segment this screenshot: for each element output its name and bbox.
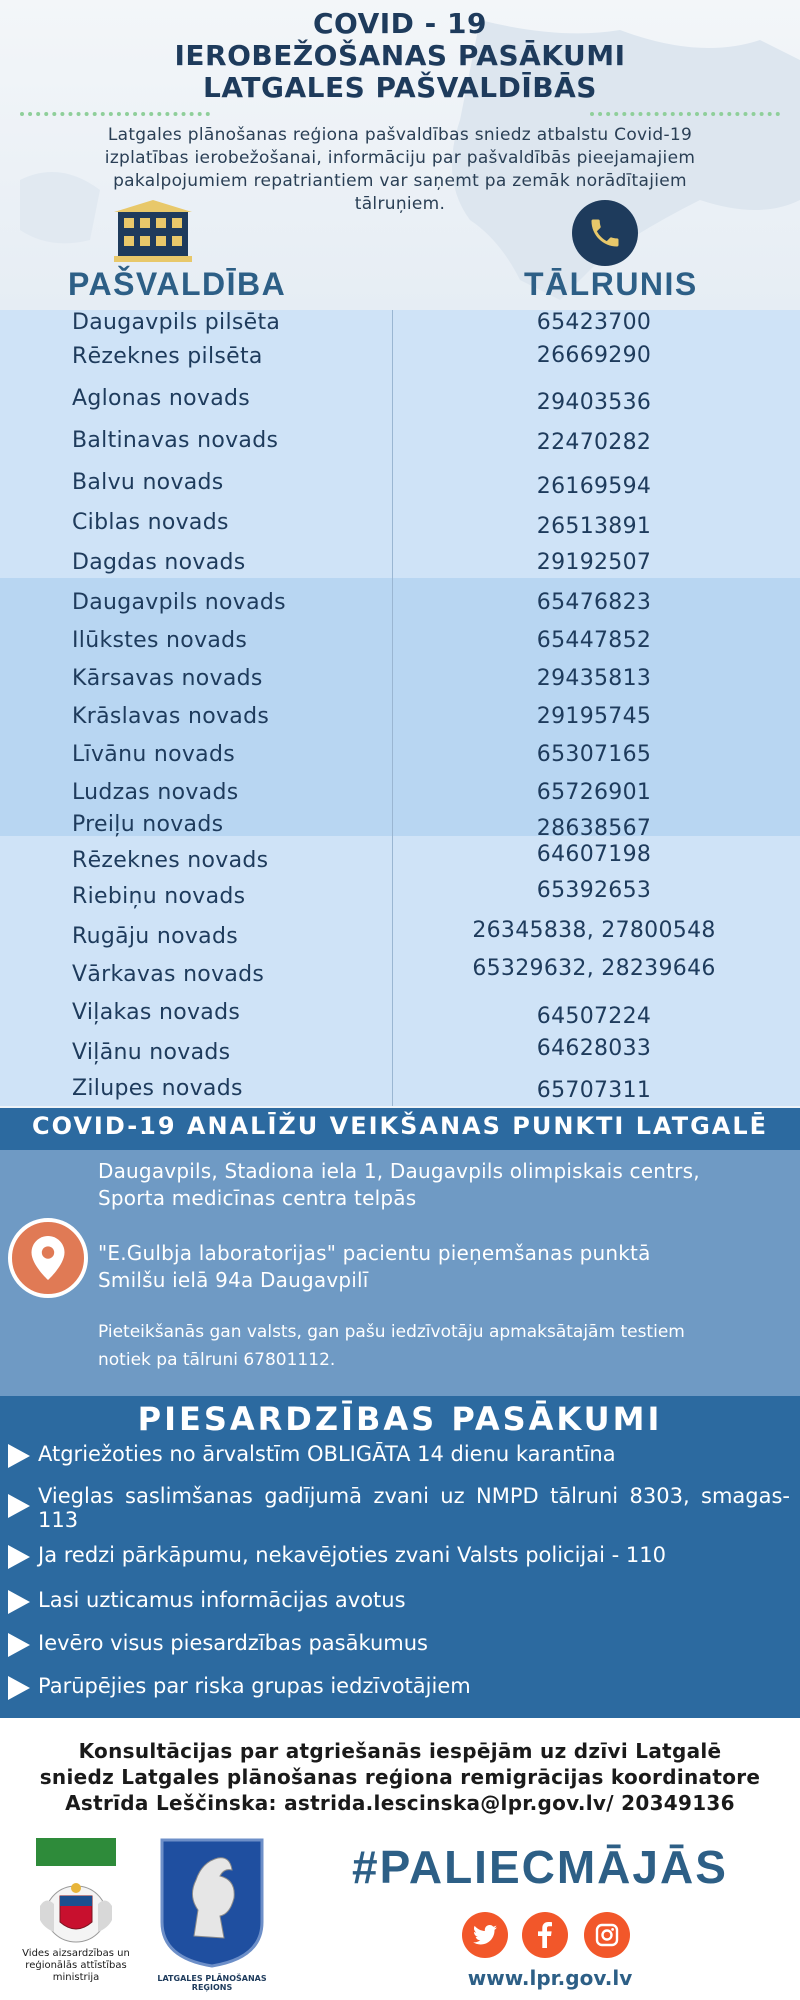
play-arrow-icon [8,1676,30,1700]
municipality-name: Dagdas novads [72,550,246,575]
precaution-text: Atgriežoties no ārvalstīm OBLIGĀTA 14 dienu karantīna [38,1442,616,1466]
page-title [0,8,800,104]
location-line: Smilšu ielā 94a Daugavpilī [98,1268,369,1292]
table-row [0,628,800,658]
latvia-coat-of-arms-logo [32,1876,120,1946]
phone-number[interactable]: 26345838, 27800548 [472,918,716,943]
twitter-icon[interactable] [462,1912,508,1958]
column-header-municipality: PAŠVALDĪBA [68,266,287,302]
table-row [0,704,800,734]
table-row [0,842,800,878]
table-row [0,1076,800,1106]
consult-line[interactable]: Astrīda Leščinska: astrida.lescinska@lpr.gov.lv/ 20349136 [65,1791,735,1815]
ministry-label [20,1948,132,1984]
testing-title: COVID-19 ANALĪŽU VEIKŠANAS PUNKTI LATGALĒ [31,1112,769,1140]
precaution-text: Ievēro visus piesardzības pasākumus [38,1631,428,1655]
municipality-name: Daugavpils pilsēta [72,310,281,335]
table-row [0,780,800,810]
precaution-text: Parūpējies par riska grupas iedzīvotājiem [38,1674,471,1698]
municipality-name: Baltinavas novads [72,428,279,453]
website-link[interactable]: www.lpr.gov.lv [467,1966,633,1990]
note-line: Pieteikšanās gan valsts, gan pašu iedzīvotāju apmaksātajām testiem [98,1322,685,1342]
table-row [0,428,800,458]
table-row [0,470,800,500]
municipality-name: Kārsavas novads [72,666,263,691]
intro-line: izplatības ierobežošanai, informāciju par pašvaldībās pieejamajiem [104,148,696,168]
phone-number[interactable]: 26669290 [536,343,652,368]
testing-location-2 [98,1240,651,1294]
phone-number[interactable]: 29195745 [536,704,652,729]
play-arrow-icon [8,1590,30,1614]
table-row [0,344,800,374]
intro-line: Latgales plānošanas reģiona pašvaldības sniedz atbalstu Covid-19 [107,125,693,145]
play-arrow-icon [8,1545,30,1569]
testing-location-1 [98,1158,700,1212]
table-row [0,1000,800,1030]
phone-number[interactable]: 65423700 [536,310,652,335]
municipality-name: Ludzas novads [72,780,239,805]
dotted-divider-left [20,112,210,116]
table-row [0,510,800,540]
phone-number[interactable]: 65307165 [536,742,652,767]
consultation-text [0,1738,800,1816]
table-row [0,956,800,992]
ministry-line: ministrija [52,1972,100,1983]
building-icon [112,198,194,264]
phone-number[interactable]: 22470282 [536,430,652,455]
municipality-name: Riebiņu novads [72,884,246,909]
phone-number[interactable]: 65707311 [536,1078,652,1103]
phone-number[interactable]: 29435813 [536,666,652,691]
table-row [0,918,800,954]
intro-line: tālruņiem. [354,194,446,214]
municipality-name: Krāslavas novads [72,704,270,729]
phone-number[interactable]: 65447852 [536,628,652,653]
lpr-label [152,1974,272,1992]
table-row [0,386,800,416]
phone-number[interactable]: 65329632, 28239646 [472,956,716,981]
precaution-text: Lasi uzticamus informācijas avotus [38,1588,406,1612]
phone-number[interactable]: 29192507 [536,550,652,575]
phone-number[interactable]: 65726901 [536,780,652,805]
municipality-name: Vārkavas novads [72,962,265,987]
phone-icon [572,200,638,266]
ministry-flag-logo [36,1838,116,1866]
municipality-name: Līvānu novads [72,742,235,767]
phone-number[interactable]: 64628033 [536,1036,652,1061]
table-row [0,310,800,340]
ministry-line: reģionālās attīstības [25,1960,127,1971]
municipality-name: Zilupes novads [72,1076,243,1101]
phone-number[interactable]: 28638567 [536,816,652,841]
location-line: Sporta medicīnas centra telpās [98,1186,417,1210]
phone-number[interactable]: 64507224 [536,1004,652,1029]
lpr-line: REĢIONS [191,1983,233,1992]
table-row [0,550,800,580]
precaution-text: Ja redzi pārkāpumu, nekavējoties zvani Valsts policijai - 110 [38,1543,666,1567]
precautions-title: PIESARDZĪBAS PASĀKUMI [137,1400,663,1438]
phone-number[interactable]: 65476823 [536,590,652,615]
table-row [0,812,800,842]
table-row [0,666,800,696]
municipality-name: Ilūkstes novads [72,628,248,653]
municipality-name: Preiļu novads [72,812,224,837]
hashtag: #PALIECMĀJĀS [352,1841,728,1893]
municipality-name: Viļānu novads [72,1040,231,1065]
consult-line: sniedz Latgales plānošanas reģiona remigrācijas koordinatore [39,1765,761,1789]
table-row [0,1036,800,1070]
ministry-line: Vides aizsardzības un [22,1948,130,1959]
dotted-divider-right [590,112,780,116]
table-row [0,590,800,620]
play-arrow-icon [8,1633,30,1657]
municipality-table [0,310,800,1106]
intro-line: pakalpojumiem repatriantiem var saņemt pa zemāk norādītajiem [113,171,687,191]
municipality-name: Aglonas novads [72,386,250,411]
municipality-name: Viļakas novads [72,1000,241,1025]
title-line-3: LATGALES PAŠVALDĪBĀS [203,71,597,104]
play-arrow-icon [8,1494,30,1518]
title-line-2: IEROBEŽOŠANAS PASĀKUMI [174,39,626,72]
precaution-text: Vieglas saslimšanas gadījumā zvani uz NMPD tālruni 8303, smagas-113 [38,1484,790,1532]
column-header-phone: TĀLRUNIS [524,266,698,302]
municipality-name: Rēzeknes pilsēta [72,344,263,369]
municipality-name: Rēzeknes novads [72,848,269,873]
lpr-line: LATGALES PLĀNOŠANAS [157,1974,267,1983]
testing-note [98,1318,778,1374]
municipality-name: Daugavpils novads [72,590,286,615]
municipality-name: Ciblas novads [72,510,229,535]
instagram-icon[interactable] [584,1912,630,1958]
title-line-1: COVID - 19 [312,7,487,40]
note-line: notiek pa tālruni 67801112. [98,1350,336,1370]
play-arrow-icon [8,1444,30,1468]
location-line: Daugavpils, Stadiona iela 1, Daugavpils olimpiskais centrs, [98,1159,700,1183]
phone-number[interactable]: 29403536 [536,390,652,415]
phone-number[interactable]: 64607198 [536,842,652,867]
location-line: "E.Gulbja laboratorijas" pacientu pieņemšanas punktā [98,1241,651,1265]
municipality-name: Rugāju novads [72,924,238,949]
table-row [0,742,800,772]
table-row [0,878,800,914]
phone-number[interactable]: 26513891 [536,514,652,539]
phone-number[interactable]: 26169594 [536,474,652,499]
consult-line: Konsultācijas par atgriešanās iespējām uz dzīvi Latgalē [78,1739,722,1763]
lpr-griffin-logo [158,1836,266,1970]
location-pin-icon [8,1218,88,1298]
municipality-name: Balvu novads [72,470,224,495]
facebook-icon[interactable] [522,1912,568,1958]
phone-number[interactable]: 65392653 [536,878,652,903]
